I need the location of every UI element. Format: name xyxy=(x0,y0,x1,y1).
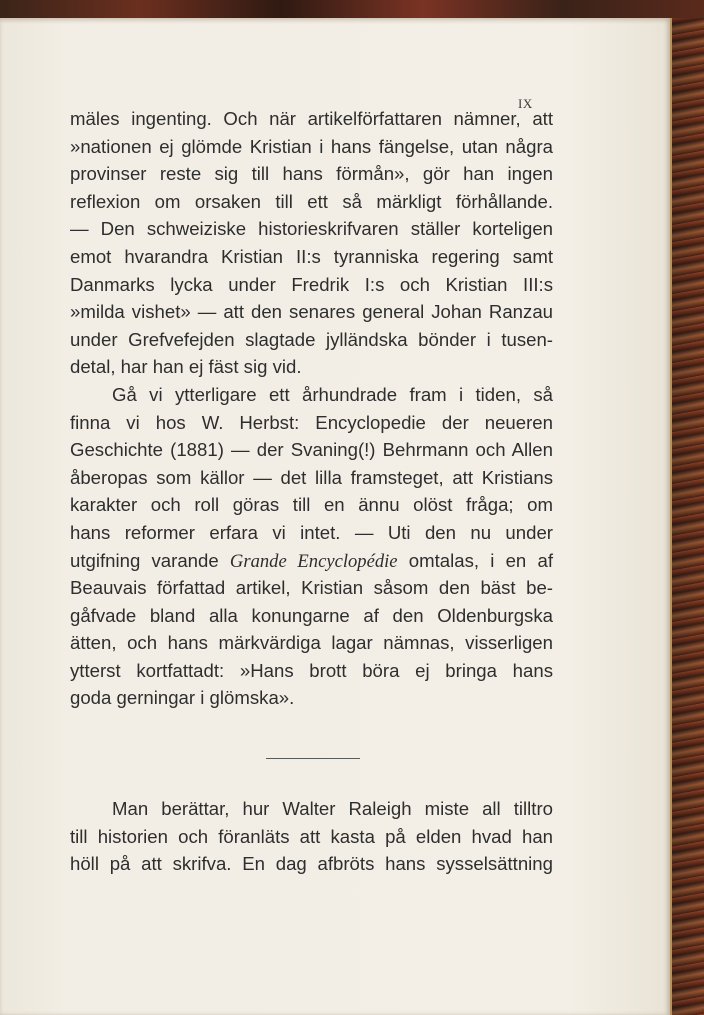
text-line xyxy=(70,547,553,575)
text-line: reflexion om orsaken till ett så märkligt förhållande. xyxy=(70,190,553,212)
text-line: höll på att skrifva. En dag afbröts hans sysselsättning xyxy=(70,853,553,875)
text-line: under Grefvefejden slagtade jylländska bönder i tusen- xyxy=(70,328,553,350)
book-binding-top xyxy=(0,0,704,18)
text-segment: omtalas, i en af xyxy=(397,549,553,571)
text-line: Man berättar, hur Walter Raleigh miste all tilltro xyxy=(112,798,553,819)
page-number: IX xyxy=(518,96,533,111)
text-line: karakter och roll göras till en ännu olöst fråga; om xyxy=(70,494,553,516)
text-line: Gå vi ytterligare ett århundrade fram i tiden, så xyxy=(112,383,553,405)
text-line: Beauvais författad artikel, Kristian såsom den bäst be- xyxy=(70,577,553,599)
text-line: gåfvade bland alla konungarne af den Oldenburgska xyxy=(70,604,553,626)
text-line: detal, har han ej fäst sig vid. xyxy=(70,356,302,378)
text-line: åberopas som källor — det lilla framsteget, att Kristians xyxy=(70,466,553,488)
text-line: »nationen ej glömde Kristian i hans fängelse, utan några xyxy=(70,135,553,157)
text-line: hans reformer erfara vi intet. — Uti den nu under xyxy=(70,521,553,543)
marbled-page-edge xyxy=(672,18,704,1015)
section-divider xyxy=(266,758,360,759)
text-line: ätten, och hans märkvärdiga lagar nämnas, visserligen xyxy=(70,632,553,654)
text-line: goda gerningar i glömska». xyxy=(70,687,295,709)
text-segment: utgifning varande xyxy=(70,549,230,571)
text-line: »milda vishet» — att den senares general Johan Ranzau xyxy=(70,301,553,323)
text-line: till historien och föranläts att kasta på elden hvad han xyxy=(70,825,553,847)
italic-work-title: Grande Encyclopédie xyxy=(229,550,398,572)
text-body-lower xyxy=(70,795,553,878)
text-line: finna vi hos W. Herbst: Encyclopedie der neueren xyxy=(70,411,553,433)
text-line: Danmarks lycka under Fredrik I:s och Kristian III:s xyxy=(70,273,553,295)
text-line: — Den schweiziske historieskrifvaren ställer korteligen xyxy=(70,218,553,240)
text-line: Geschichte (1881) — der Svaning(!) Behrmann och Allen xyxy=(70,439,553,461)
text-body-upper xyxy=(70,105,553,712)
text-line: provinser reste sig till hans förmån», gör han ingen xyxy=(70,163,553,185)
text-line: ytterst kortfattadt: »Hans brott böra ej bringa hans xyxy=(70,659,553,681)
text-line: mäles ingenting. Och när artikelförfattaren nämner, att xyxy=(70,108,553,129)
text-line: emot hvarandra Kristian II:s tyranniska regering samt xyxy=(70,245,553,267)
